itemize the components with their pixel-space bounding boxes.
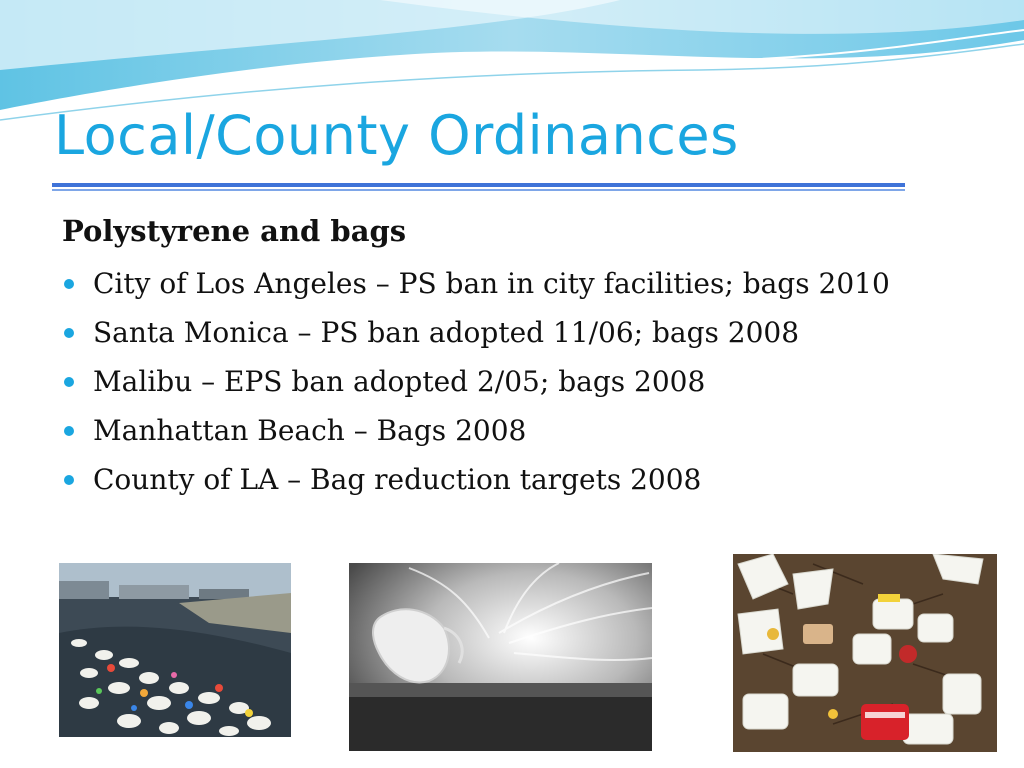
beach-litter-photo <box>59 563 291 737</box>
section-subheading: Polystyrene and bags <box>62 214 407 248</box>
title-divider <box>52 183 905 192</box>
bullet-item <box>62 460 890 509</box>
bullet-text: Manhattan Beach – Bags 2008 <box>93 414 527 447</box>
bullet-item <box>62 362 890 411</box>
bullet-text: Malibu – EPS ban adopted 2/05; bags 2008 <box>93 365 706 398</box>
bullet-item <box>62 313 890 362</box>
bullet-dot-icon <box>64 426 74 436</box>
bullet-dot-icon <box>64 475 74 485</box>
foam-cup-litter-photo <box>733 554 997 752</box>
bullet-text: County of LA – Bag reduction targets 2008 <box>93 463 702 496</box>
bullet-dot-icon <box>64 377 74 387</box>
slide-title: Local/County Ordinances <box>54 104 739 167</box>
bullet-text: City of Los Angeles – PS ban in city facilities; bags 2010 <box>93 267 890 300</box>
bullet-dot-icon <box>64 328 74 338</box>
bullet-text: Santa Monica – PS ban adopted 11/06; bags 2008 <box>93 316 800 349</box>
bullet-list <box>62 264 890 509</box>
bullet-item <box>62 411 890 460</box>
plastic-bag-in-sky-photo <box>349 563 652 751</box>
bullet-item <box>62 264 890 313</box>
bullet-dot-icon <box>64 279 74 289</box>
